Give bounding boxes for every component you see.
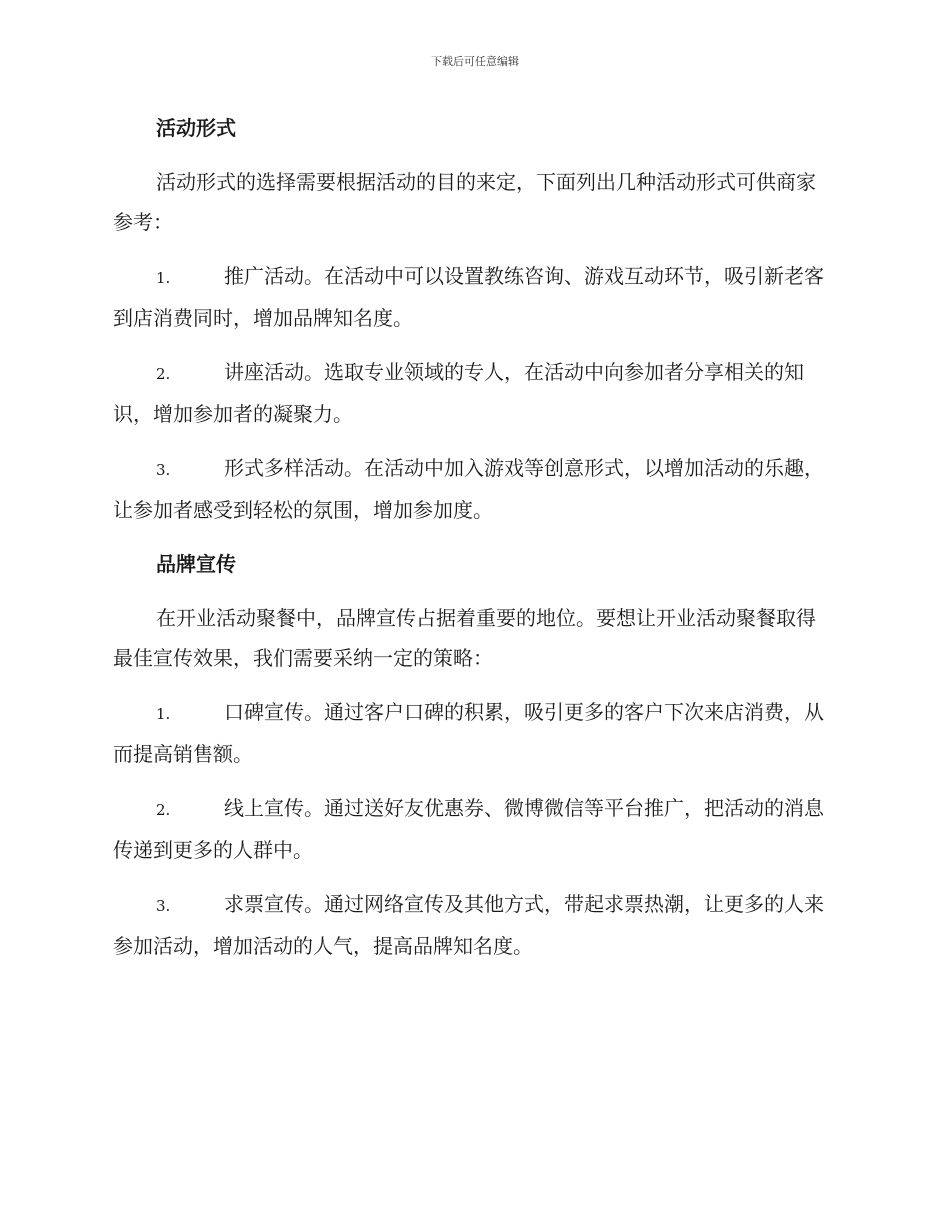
list-item-text: 讲座活动。选取专业领域的专人，在活动中向参加者分享相关的知识，增加参加者的凝聚力。: [113, 360, 804, 426]
section-intro-activity-format: 活动形式的选择需要根据活动的目的来定，下面列出几种活动形式可供商家参考：: [113, 170, 816, 234]
section-title-activity-format: 活动形式: [156, 116, 236, 140]
list-item: [113, 256, 835, 338]
list-item-number: 1.: [156, 269, 171, 287]
list-item: [113, 352, 835, 434]
list-item: [113, 692, 835, 774]
list-item-number: 2.: [156, 365, 171, 383]
list-item-number: 1.: [156, 705, 171, 723]
list-item-text: 口碑宣传。通过客户口碑的积累，吸引更多的客户下次来店消费，从而提高销售额。: [113, 700, 824, 766]
list-item: [113, 884, 835, 966]
list-item-text: 推广活动。在活动中可以设置教练咨询、游戏互动环节，吸引新老客到店消费同时，增加品牌知名度。: [113, 264, 824, 330]
list-item-text: 求票宣传。通过网络宣传及其他方式，带起求票热潮，让更多的人来参加活动，增加活动的人气，提高品牌知名度。: [113, 892, 824, 958]
section-title-brand-promotion: 品牌宣传: [156, 552, 236, 576]
page-header-note: 下载后可任意编辑: [431, 55, 519, 68]
list-item-number: 3.: [156, 461, 171, 479]
list-item: [113, 448, 835, 530]
list-item-number: 3.: [156, 897, 171, 915]
list-item-text: 形式多样活动。在活动中加入游戏等创意形式，以增加活动的乐趣，让参加者感受到轻松的氛围，增加参加度。: [113, 456, 824, 522]
section-intro-brand-promotion: 在开业活动聚餐中，品牌宣传占据着重要的地位。要想让开业活动聚餐取得最佳宣传效果，我们需要采纳一定的策略：: [113, 606, 816, 670]
list-item: [113, 788, 835, 870]
list-item-text: 线上宣传。通过送好友优惠券、微博微信等平台推广，把活动的消息传递到更多的人群中。: [113, 796, 824, 862]
document-body: [113, 108, 835, 980]
list-item-number: 2.: [156, 801, 171, 819]
